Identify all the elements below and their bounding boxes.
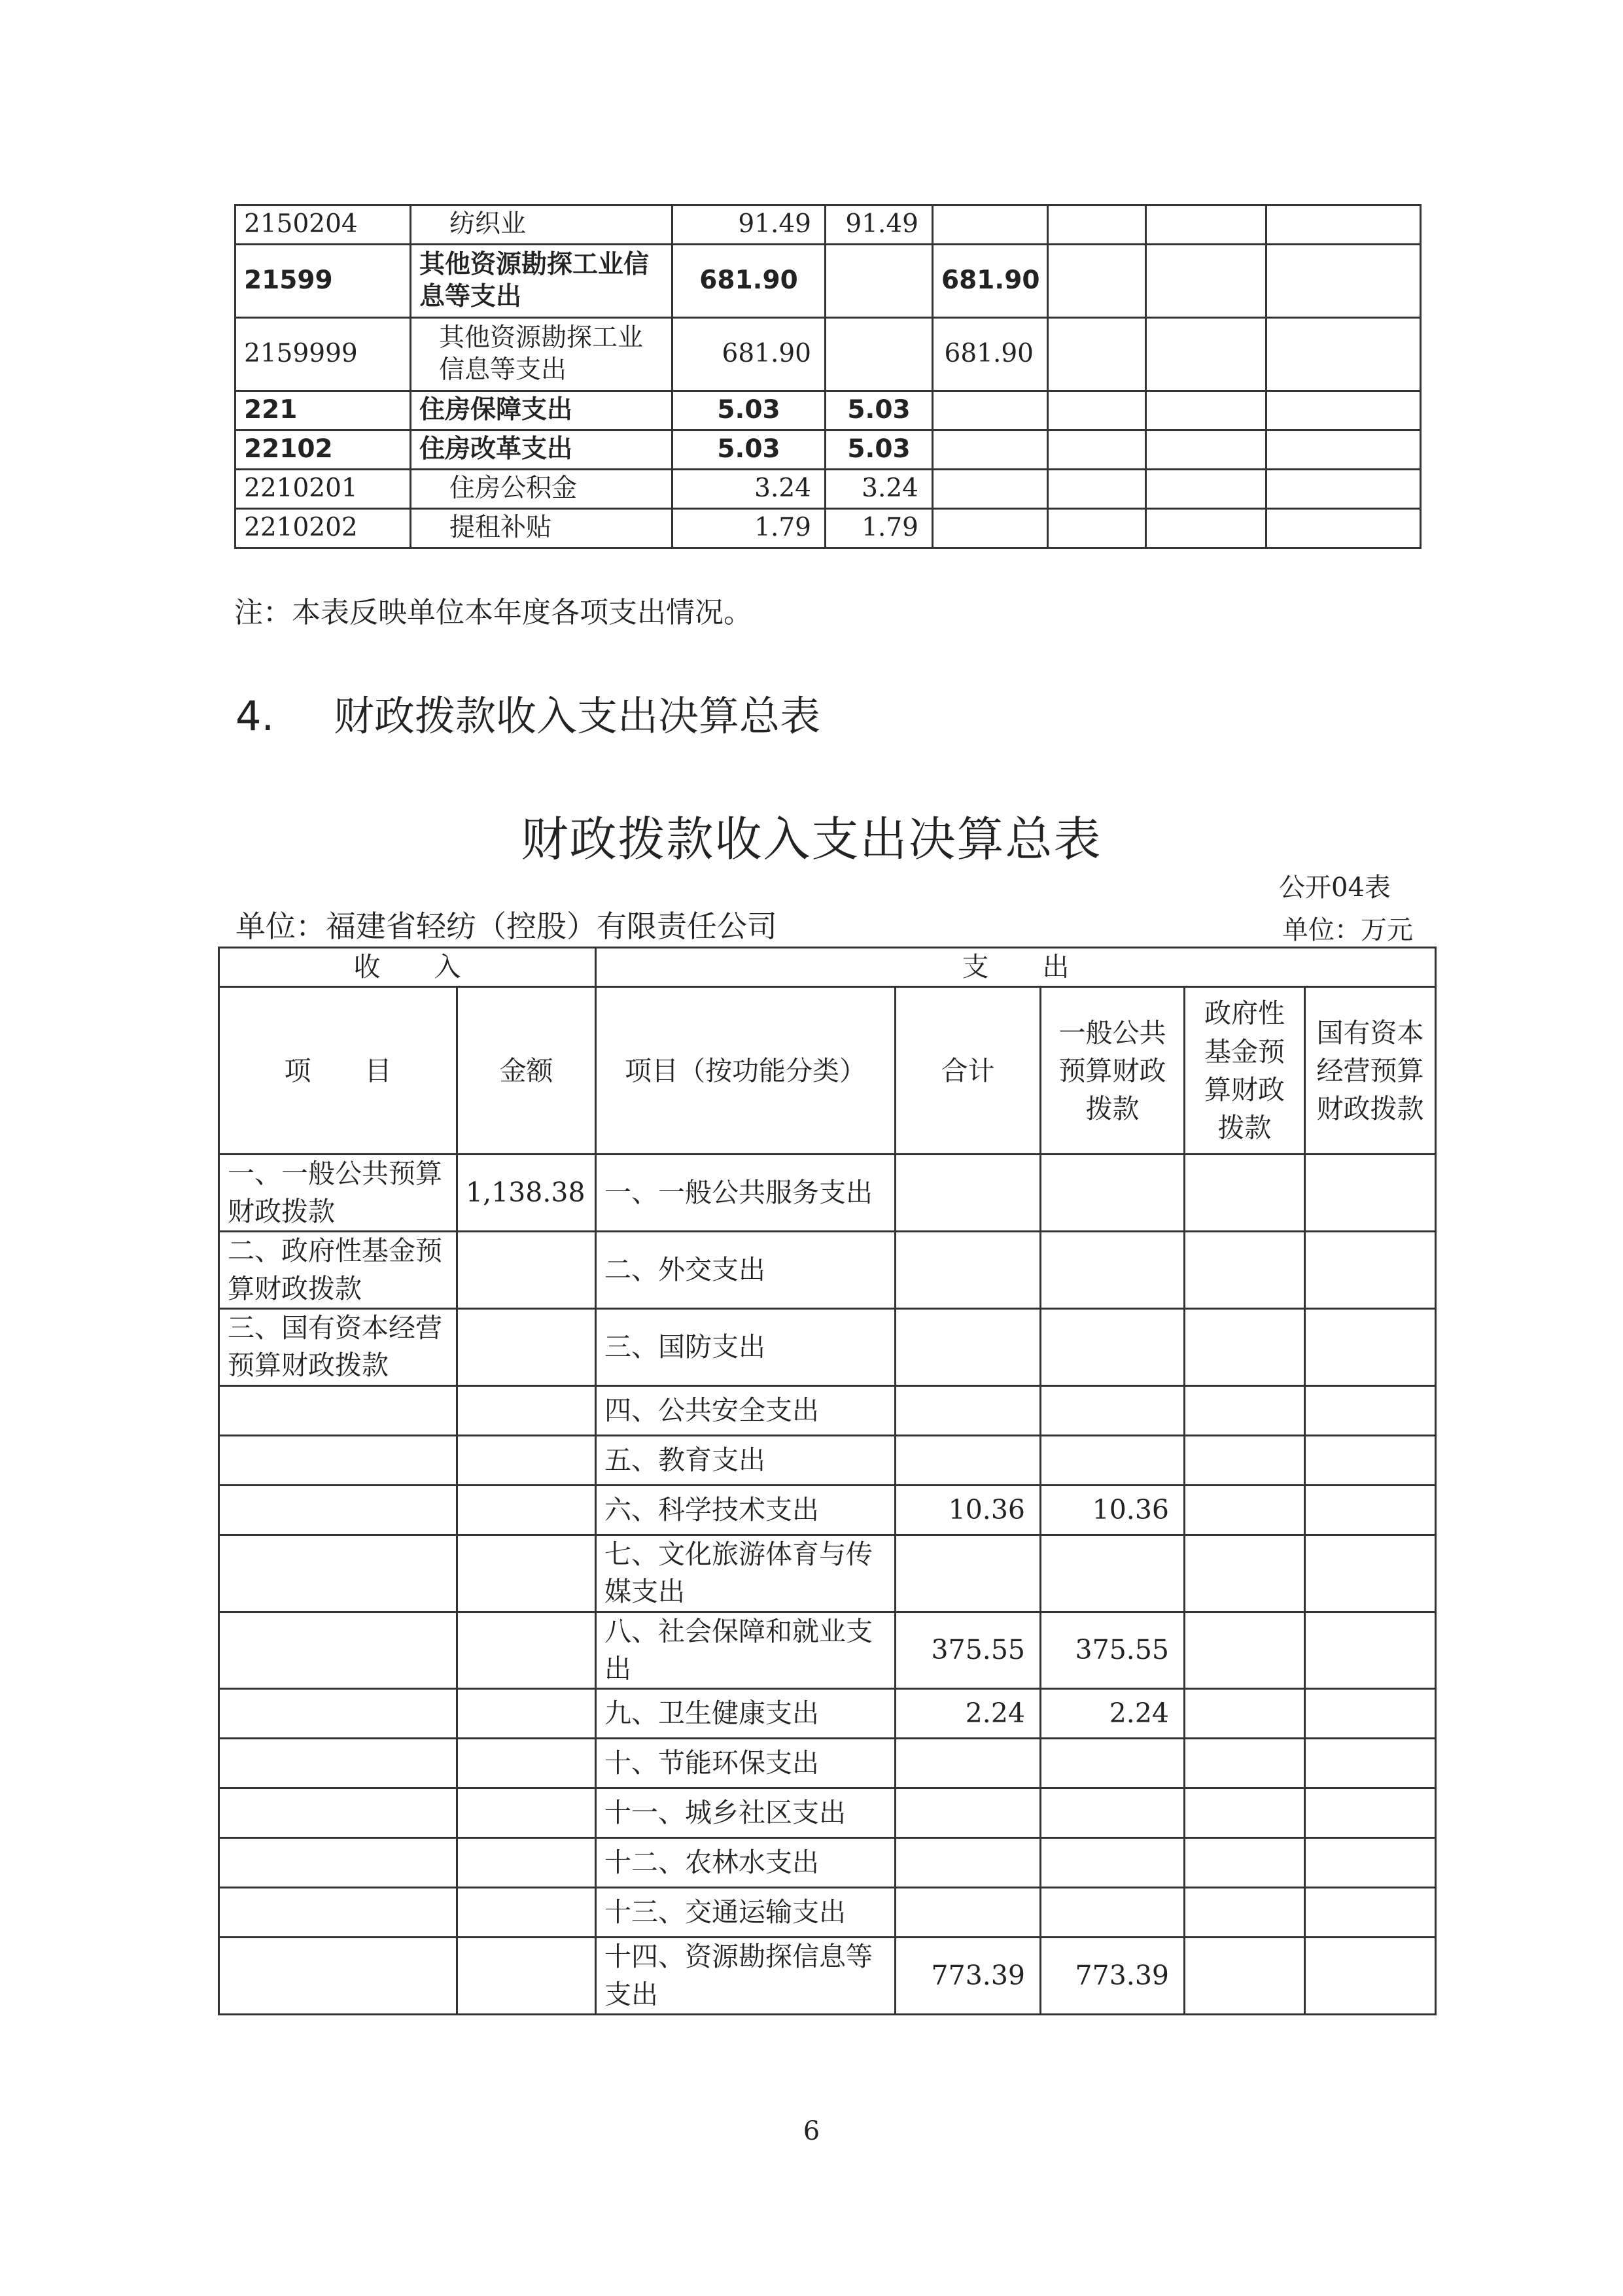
table-row bbox=[219, 1308, 1436, 1385]
table-row bbox=[219, 1232, 1436, 1309]
empty-cell bbox=[1305, 1788, 1436, 1838]
func-item: 九、卫生健康支出 bbox=[596, 1689, 896, 1739]
row-code: 2210202 bbox=[236, 509, 411, 548]
income-amount bbox=[457, 1535, 596, 1612]
empty-cell bbox=[1266, 205, 1421, 245]
empty-cell bbox=[1185, 1838, 1305, 1888]
row-basic: 5.03 bbox=[826, 391, 933, 430]
empty-cell bbox=[1185, 1888, 1305, 1938]
row-project bbox=[933, 391, 1048, 430]
row-name: 提租补贴 bbox=[411, 509, 672, 548]
income-amount bbox=[457, 1888, 596, 1938]
row-name: 住房保障支出 bbox=[411, 391, 672, 430]
expense-general bbox=[1041, 1888, 1185, 1938]
func-item: 四、公共安全支出 bbox=[596, 1385, 896, 1435]
empty-cell bbox=[1185, 1232, 1305, 1309]
page-number: 6 bbox=[803, 2116, 820, 2146]
empty-cell bbox=[1305, 1435, 1436, 1485]
empty-cell bbox=[1146, 430, 1266, 470]
table-row bbox=[219, 1838, 1436, 1888]
table-note: 注：本表反映单位本年度各项支出情况。 bbox=[234, 596, 752, 629]
income-item bbox=[219, 1612, 457, 1689]
income-amount bbox=[457, 1938, 596, 2015]
empty-cell bbox=[1048, 509, 1146, 548]
expense-total bbox=[896, 1308, 1041, 1385]
expense-general bbox=[1041, 1155, 1185, 1232]
table-row bbox=[219, 1385, 1436, 1435]
income-amount bbox=[457, 1689, 596, 1739]
income-item bbox=[219, 1385, 457, 1435]
section-heading bbox=[236, 684, 820, 742]
expense-total bbox=[896, 1385, 1041, 1435]
income-amount bbox=[457, 1612, 596, 1689]
empty-cell bbox=[1185, 1485, 1305, 1535]
empty-cell bbox=[1146, 391, 1266, 430]
empty-cell bbox=[1185, 1535, 1305, 1612]
income-amount bbox=[457, 1485, 596, 1535]
table-row bbox=[219, 1155, 1436, 1232]
col-total-header: 合计 bbox=[896, 987, 1041, 1155]
row-name: 住房改革支出 bbox=[411, 430, 672, 470]
income-amount bbox=[457, 1838, 596, 1888]
income-item bbox=[219, 1535, 457, 1612]
empty-cell bbox=[1185, 1938, 1305, 2015]
col-gov-fund-header: 政府性基金预算财政拨款 bbox=[1185, 987, 1305, 1155]
empty-cell bbox=[1185, 1155, 1305, 1232]
empty-cell bbox=[1185, 1308, 1305, 1385]
table-row bbox=[236, 470, 1421, 509]
row-total: 3.24 bbox=[672, 470, 826, 509]
empty-cell bbox=[1266, 391, 1421, 430]
expense-general: 375.55 bbox=[1041, 1612, 1185, 1689]
empty-cell bbox=[1048, 430, 1146, 470]
row-name: 住房公积金 bbox=[411, 470, 672, 509]
empty-cell bbox=[1185, 1739, 1305, 1788]
table-row bbox=[236, 318, 1421, 391]
income-item: 三、国有资本经营预算财政拨款 bbox=[219, 1308, 457, 1385]
expense-general bbox=[1041, 1739, 1185, 1788]
empty-cell bbox=[1266, 318, 1421, 391]
row-name: 其他资源勘探工业信息等支出 bbox=[411, 318, 672, 391]
income-amount: 1,138.38 bbox=[457, 1155, 596, 1232]
income-item bbox=[219, 1888, 457, 1938]
row-basic: 91.49 bbox=[826, 205, 933, 245]
empty-cell bbox=[1305, 1888, 1436, 1938]
income-amount bbox=[457, 1385, 596, 1435]
empty-cell bbox=[1146, 245, 1266, 318]
empty-cell bbox=[1266, 430, 1421, 470]
empty-cell bbox=[1048, 318, 1146, 391]
table-row bbox=[219, 1535, 1436, 1612]
empty-cell bbox=[1305, 1612, 1436, 1689]
row-total: 5.03 bbox=[672, 430, 826, 470]
table-row bbox=[219, 1888, 1436, 1938]
empty-cell bbox=[1185, 1435, 1305, 1485]
empty-cell bbox=[1146, 205, 1266, 245]
expense-total bbox=[896, 1739, 1041, 1788]
row-total: 681.90 bbox=[672, 245, 826, 318]
func-item: 十二、农林水支出 bbox=[596, 1838, 896, 1888]
expenditure-detail-table bbox=[234, 204, 1422, 549]
table-row bbox=[236, 509, 1421, 548]
empty-cell bbox=[1146, 318, 1266, 391]
section-number: 4. bbox=[236, 692, 275, 740]
income-item bbox=[219, 1739, 457, 1788]
income-item bbox=[219, 1938, 457, 2015]
expense-general bbox=[1041, 1385, 1185, 1435]
row-code: 2210201 bbox=[236, 470, 411, 509]
income-amount bbox=[457, 1739, 596, 1788]
expense-general bbox=[1041, 1232, 1185, 1309]
row-code: 221 bbox=[236, 391, 411, 430]
row-basic: 5.03 bbox=[826, 430, 933, 470]
row-code: 2159999 bbox=[236, 318, 411, 391]
empty-cell bbox=[1305, 1689, 1436, 1739]
section-title: 财政拨款收入支出决算总表 bbox=[334, 692, 821, 740]
row-total: 5.03 bbox=[672, 391, 826, 430]
func-item: 八、社会保障和就业支出 bbox=[596, 1612, 896, 1689]
empty-cell bbox=[1305, 1385, 1436, 1435]
row-code: 2150204 bbox=[236, 205, 411, 245]
func-item: 十四、资源勘探信息等支出 bbox=[596, 1938, 896, 2015]
expense-general bbox=[1041, 1838, 1185, 1888]
func-item: 十、节能环保支出 bbox=[596, 1739, 896, 1788]
empty-cell bbox=[1305, 1308, 1436, 1385]
expense-total bbox=[896, 1232, 1041, 1309]
table-row bbox=[219, 1435, 1436, 1485]
income-item bbox=[219, 1788, 457, 1838]
row-total: 1.79 bbox=[672, 509, 826, 548]
empty-cell bbox=[1305, 1535, 1436, 1612]
income-item bbox=[219, 1838, 457, 1888]
table-header-row-1 bbox=[219, 948, 1436, 987]
empty-cell bbox=[1266, 470, 1421, 509]
table-row bbox=[219, 1689, 1436, 1739]
empty-cell bbox=[1185, 1689, 1305, 1739]
expense-total: 773.39 bbox=[896, 1938, 1041, 2015]
row-project: 681.90 bbox=[933, 318, 1048, 391]
row-project bbox=[933, 509, 1048, 548]
empty-cell bbox=[1185, 1385, 1305, 1435]
expense-general: 773.39 bbox=[1041, 1938, 1185, 2015]
row-basic: 1.79 bbox=[826, 509, 933, 548]
empty-cell bbox=[1185, 1788, 1305, 1838]
empty-cell bbox=[1305, 1485, 1436, 1535]
table-row bbox=[219, 1739, 1436, 1788]
col-item-header: 项 目 bbox=[219, 987, 457, 1155]
expense-general bbox=[1041, 1535, 1185, 1612]
func-item: 七、文化旅游体育与传媒支出 bbox=[596, 1535, 896, 1612]
empty-cell bbox=[1146, 509, 1266, 548]
table-header-row-2 bbox=[219, 987, 1436, 1155]
table-row bbox=[219, 1788, 1436, 1838]
empty-cell bbox=[1266, 245, 1421, 318]
empty-cell bbox=[1305, 1938, 1436, 2015]
empty-cell bbox=[1305, 1232, 1436, 1309]
empty-cell bbox=[1048, 205, 1146, 245]
row-total: 91.49 bbox=[672, 205, 826, 245]
func-item: 一、一般公共服务支出 bbox=[596, 1155, 896, 1232]
func-item: 六、科学技术支出 bbox=[596, 1485, 896, 1535]
empty-cell bbox=[1146, 470, 1266, 509]
income-amount bbox=[457, 1308, 596, 1385]
row-name: 纺织业 bbox=[411, 205, 672, 245]
empty-cell bbox=[1048, 245, 1146, 318]
row-name: 其他资源勘探工业信息等支出 bbox=[411, 245, 672, 318]
empty-cell bbox=[1305, 1155, 1436, 1232]
income-amount bbox=[457, 1435, 596, 1485]
income-item bbox=[219, 1689, 457, 1739]
col-state-capital-header: 国有资本经营预算财政拨款 bbox=[1305, 987, 1436, 1155]
expense-general bbox=[1041, 1788, 1185, 1838]
table-row bbox=[219, 1938, 1436, 2015]
table-row bbox=[236, 205, 1421, 245]
income-item bbox=[219, 1435, 457, 1485]
row-basic bbox=[826, 318, 933, 391]
expense-header: 支 出 bbox=[596, 948, 1436, 987]
table-row bbox=[236, 430, 1421, 470]
empty-cell bbox=[1185, 1612, 1305, 1689]
income-item: 一、一般公共预算财政拨款 bbox=[219, 1155, 457, 1232]
empty-cell bbox=[1048, 470, 1146, 509]
expense-total bbox=[896, 1435, 1041, 1485]
table-row bbox=[236, 245, 1421, 318]
expense-total bbox=[896, 1788, 1041, 1838]
expense-total bbox=[896, 1838, 1041, 1888]
empty-cell bbox=[1305, 1838, 1436, 1888]
row-basic bbox=[826, 245, 933, 318]
col-func-header: 项目（按功能分类） bbox=[596, 987, 896, 1155]
row-project: 681.90 bbox=[933, 245, 1048, 318]
expense-total bbox=[896, 1155, 1041, 1232]
col-amount-header: 金额 bbox=[457, 987, 596, 1155]
table-title: 财政拨款收入支出决算总表 bbox=[521, 812, 1102, 867]
table-row bbox=[219, 1612, 1436, 1689]
unit-currency: 单位：万元 bbox=[1282, 915, 1413, 945]
row-code: 22102 bbox=[236, 430, 411, 470]
func-item: 十一、城乡社区支出 bbox=[596, 1788, 896, 1838]
expense-general: 2.24 bbox=[1041, 1689, 1185, 1739]
row-total: 681.90 bbox=[672, 318, 826, 391]
income-amount bbox=[457, 1232, 596, 1309]
income-header: 收 入 bbox=[219, 948, 596, 987]
empty-cell bbox=[1048, 391, 1146, 430]
row-project bbox=[933, 470, 1048, 509]
table-code: 公开04表 bbox=[1279, 873, 1391, 903]
income-amount bbox=[457, 1788, 596, 1838]
table-row bbox=[236, 391, 1421, 430]
func-item: 五、教育支出 bbox=[596, 1435, 896, 1485]
expense-general bbox=[1041, 1308, 1185, 1385]
func-item: 十三、交通运输支出 bbox=[596, 1888, 896, 1938]
income-item: 二、政府性基金预算财政拨款 bbox=[219, 1232, 457, 1309]
unit-organization: 单位：福建省轻纺（控股）有限责任公司 bbox=[236, 909, 777, 944]
row-project bbox=[933, 205, 1048, 245]
expense-total: 375.55 bbox=[896, 1612, 1041, 1689]
expense-general bbox=[1041, 1435, 1185, 1485]
expense-total: 10.36 bbox=[896, 1485, 1041, 1535]
func-item: 三、国防支出 bbox=[596, 1308, 896, 1385]
empty-cell bbox=[1266, 509, 1421, 548]
expense-total bbox=[896, 1888, 1041, 1938]
fiscal-allocation-summary-table bbox=[218, 947, 1437, 2015]
expense-total: 2.24 bbox=[896, 1689, 1041, 1739]
expense-general: 10.36 bbox=[1041, 1485, 1185, 1535]
row-code: 21599 bbox=[236, 245, 411, 318]
row-project bbox=[933, 430, 1048, 470]
col-general-header: 一般公共预算财政拨款 bbox=[1041, 987, 1185, 1155]
expense-total bbox=[896, 1535, 1041, 1612]
empty-cell bbox=[1305, 1739, 1436, 1788]
income-item bbox=[219, 1485, 457, 1535]
table-row bbox=[219, 1485, 1436, 1535]
func-item: 二、外交支出 bbox=[596, 1232, 896, 1309]
row-basic: 3.24 bbox=[826, 470, 933, 509]
